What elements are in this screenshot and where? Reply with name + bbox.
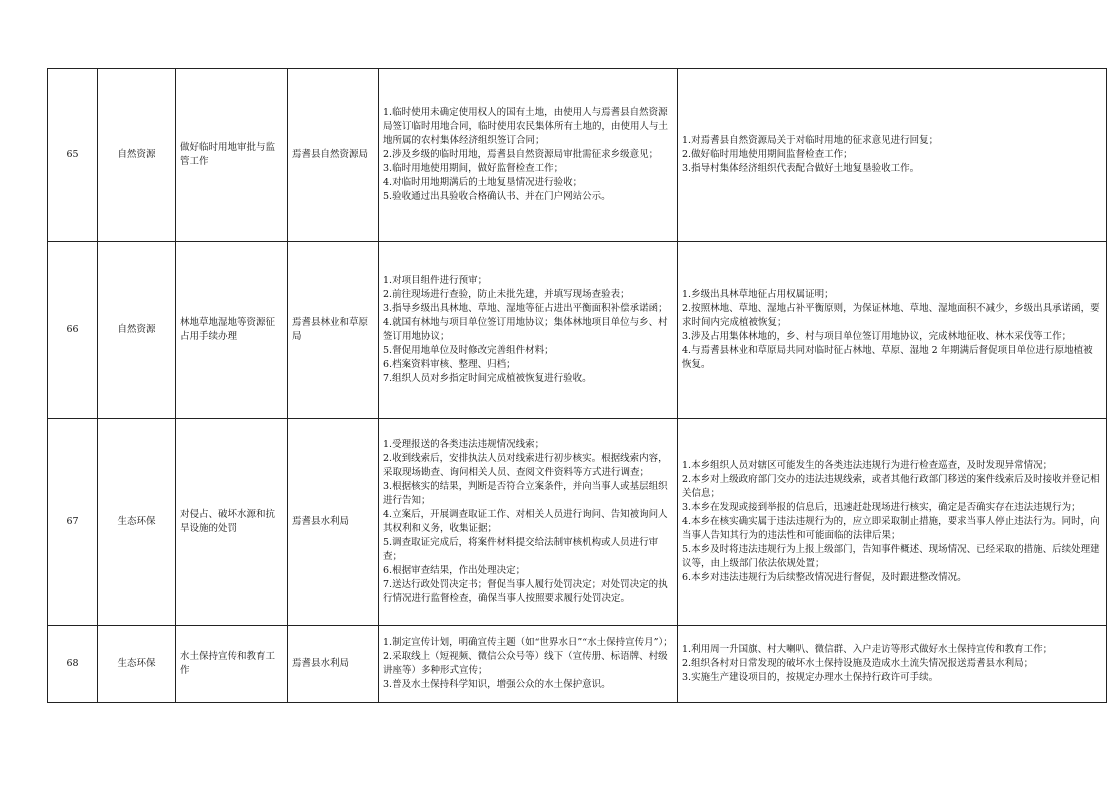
row-task: 水土保持宣传和教育工作 — [176, 626, 288, 703]
duty-line: 2.做好临时用地使用期间监督检查工作； — [682, 149, 853, 160]
row-county-duties — [379, 626, 678, 703]
duty-line: 1.对项目组件进行预审； — [383, 275, 488, 286]
duties-table — [47, 68, 1107, 703]
duty-line: 3.根据核实的结果，判断是否符合立案条件，并向当事人或基层组织进行告知； — [383, 481, 668, 506]
duty-line: 6.档案资料审核、整理、归档； — [383, 359, 516, 370]
row-task: 对侵占、破坏水源和抗旱设施的处罚 — [176, 419, 288, 626]
duty-line: 3.临时用地使用期间，做好监督检查工作； — [383, 163, 564, 174]
duty-line: 2.本乡对上级政府部门交办的违法违规线索，或者其他行政部门移送的案件线索后及时接收并登记相关信息； — [682, 474, 1100, 499]
duty-line: 4.就国有林地与项目单位签订用地协议；集体林地项目单位与乡、村签订用地协议； — [383, 317, 668, 342]
duty-line: 5.本乡及时将违法违规行为上报上级部门，告知事件概述、现场情况、已经采取的措施、后续处理建议等，由上级部门依法依规处置； — [682, 544, 1100, 569]
duty-line: 1.受理报送的各类违法违规情况线索； — [383, 439, 545, 450]
row-town-duties — [678, 419, 1107, 626]
row-number: 65 — [48, 69, 98, 242]
duty-line: 5.调查取证完成后，将案件材料提交给法制审核机构或人员进行审查； — [383, 537, 659, 562]
duty-line: 1.临时使用未确定使用权人的国有土地，由使用人与焉耆县自然资源局签订临时用地合同，临时使用农民集体所有土地的，由使用人与土地所属的农村集体经济组织签订合同； — [383, 107, 669, 146]
duty-line: 5.督促用地单位及时修改完善组件材料； — [383, 345, 554, 356]
row-county-duties — [379, 69, 678, 242]
duty-line: 4.本乡在核实确实属于违法违规行为的，应立即采取制止措施，要求当事人停止违法行为。同时，向当事人告知其行为的违法性和可能面临的法律后果； — [682, 516, 1100, 541]
table-row — [48, 242, 1107, 419]
duty-line: 3.涉及占用集体林地的，乡、村与项目单位签订用地协议，完成林地征收、林木采伐等工作； — [682, 331, 1072, 342]
table-row — [48, 419, 1107, 626]
duty-line: 3.实施生产建设项目的，按规定办理水土保持行政许可手续。 — [682, 672, 939, 683]
table-row — [48, 69, 1107, 242]
duty-line: 3.普及水土保持科学知识，增强公众的水土保护意识。 — [383, 679, 611, 690]
duty-line: 7.组织人员对乡指定时间完成植被恢复进行验收。 — [383, 373, 592, 384]
row-town-duties — [678, 242, 1107, 419]
row-town-duties — [678, 626, 1107, 703]
row-town-duties — [678, 69, 1107, 242]
duty-line: 2.收到线索后，安排执法人员对线索进行初步核实。根据线索内容，采取现场勘查、询问相关人员、查阅文件资料等方式进行调查； — [383, 453, 668, 478]
duty-line: 2.涉及乡级的临时用地，焉耆县自然资源局审批需征求乡级意见； — [383, 149, 659, 160]
duty-line: 3.指导村集体经济组织代表配合做好土地复垦验收工作。 — [682, 163, 920, 174]
row-task: 林地草地湿地等资源征占用手续办理 — [176, 242, 288, 419]
row-category: 生态环保 — [98, 419, 176, 626]
row-number: 68 — [48, 626, 98, 703]
duty-line: 4.与焉耆县林业和草原局共同对临时征占林地、草原、湿地 2 年期满后督促项目单位进行原地植被恢复。 — [682, 345, 1093, 370]
duty-line: 2.按照林地、草地、湿地占补平衡原则，为保证林地、草地、湿地面积不减少，乡级出具承诺函，要求时间内完成植被恢复； — [682, 303, 1100, 328]
duty-line: 2.前往现场进行查验，防止未批先建，并填写现场查验表； — [383, 289, 630, 300]
row-task: 做好临时用地审批与监管工作 — [176, 69, 288, 242]
duty-line: 1.利用周一升国旗、村大喇叭、微信群、入户走访等形式做好水土保持宣传和教育工作； — [682, 644, 1053, 655]
row-number: 67 — [48, 419, 98, 626]
duty-line: 1.乡级出具林草地征占用权属证明； — [682, 289, 834, 300]
duty-line: 1.本乡组织人员对辖区可能发生的各类违法违规行为进行检查巡查，及时发现异常情况； — [682, 460, 1053, 471]
table-row — [48, 626, 1107, 703]
row-department: 焉耆县水利局 — [288, 626, 379, 703]
duty-line: 2.组织各村对日常发现的破坏水土保持设施及造成水土流失情况报送焉耆县水利局； — [682, 658, 1034, 669]
duty-line: 4.立案后，开展调查取证工作、对相关人员进行询问、告知被询问人其权利和义务，收集证据； — [383, 509, 668, 534]
duty-line: 6.本乡对违法违规行为后续整改情况进行督促，及时跟进整改情况。 — [682, 572, 967, 583]
duty-line: 2.采取线上（短视频、微信公众号等）线下（宣传册、标语牌、村级讲座等）多种形式宣传； — [383, 651, 668, 676]
row-department: 焉耆县自然资源局 — [288, 69, 379, 242]
duty-line: 1.对焉耆县自然资源局关于对临时用地的征求意见进行回复； — [682, 135, 939, 146]
row-category: 自然资源 — [98, 69, 176, 242]
duty-line: 4.对临时用地期满后的土地复垦情况进行验收； — [383, 177, 583, 188]
duty-line: 3.本乡在发现或接到举报的信息后，迅速赶赴现场进行核实，确定是否确实存在违法违规行为； — [682, 502, 1081, 513]
row-county-duties — [379, 242, 678, 419]
row-department: 焉耆县林业和草原局 — [288, 242, 379, 419]
duty-line: 7.送达行政处罚决定书；督促当事人履行处罚决定；对处罚决定的执行情况进行监督检查，确保当事人按照要求履行处罚决定。 — [383, 579, 668, 604]
duty-line: 3.指导乡级出具林地、草地、湿地等征占进出平衡面积补偿承诺函； — [383, 303, 668, 314]
row-category: 生态环保 — [98, 626, 176, 703]
duty-line: 6.根据审查结果，作出处理决定； — [383, 565, 526, 576]
row-category: 自然资源 — [98, 242, 176, 419]
duty-line: 5.验收通过出具验收合格确认书、并在门户网站公示。 — [383, 191, 611, 202]
row-number: 66 — [48, 242, 98, 419]
row-county-duties — [379, 419, 678, 626]
duty-line: 1.制定宣传计划，明确宣传主题（如“世界水日”“水土保持宣传月”）； — [383, 637, 673, 648]
row-department: 焉耆县水利局 — [288, 419, 379, 626]
